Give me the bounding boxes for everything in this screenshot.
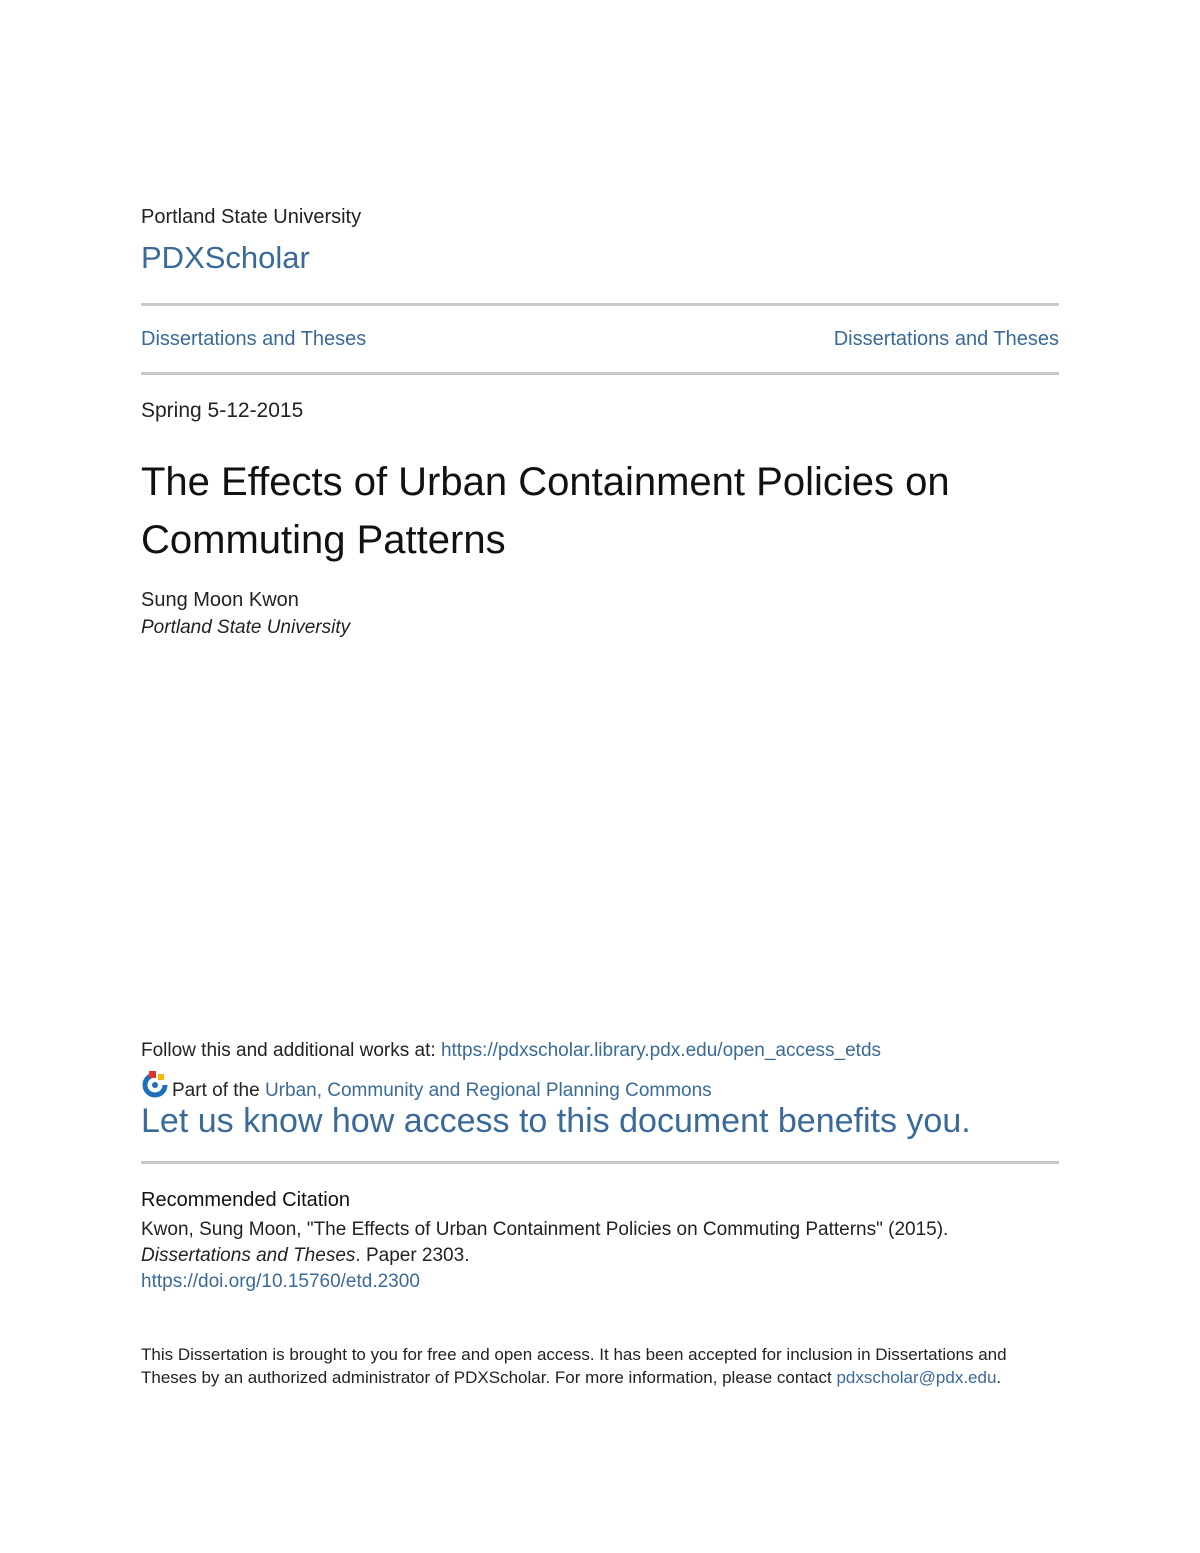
repository-link[interactable]: PDXScholar (141, 240, 310, 275)
paper-title: The Effects of Urban Containment Policies on Commuting Patterns (141, 460, 950, 562)
citation-heading: Recommended Citation (141, 1189, 350, 1211)
series-divider (141, 372, 1059, 375)
university-name: Portland State University (141, 206, 362, 228)
citation-text: Kwon, Sung Moon, "The Effects of Urban Containment Policies on Commuting Patterns" (2015). (141, 1219, 949, 1240)
publication-date: Spring 5-12-2015 (141, 399, 304, 422)
top-divider (141, 303, 1059, 306)
follow-label: Follow this and additional works at: (141, 1040, 441, 1061)
citation-paper-number: . Paper 2303. (355, 1245, 470, 1266)
author-affiliation: Portland State University (141, 617, 351, 638)
doi-link[interactable]: https://doi.org/10.15760/etd.2300 (141, 1271, 420, 1292)
access-statement-end: . (996, 1367, 1002, 1387)
citation-journal: Dissertations and Theses (141, 1245, 356, 1266)
citation-source (141, 1245, 469, 1267)
access-statement (141, 1344, 1041, 1389)
part-of-label: Part of the (172, 1080, 265, 1101)
citation-divider (141, 1161, 1059, 1164)
network-commons-icon (141, 1071, 169, 1099)
follow-line (141, 1040, 881, 1062)
access-statement-text: This Dissertation is brought to you for free and open access. It has been accepted for inclusion in Dissertations and Theses by an authorized administrator of PDXScholar. For more information, please contact (141, 1345, 1007, 1387)
collection-url-link[interactable]: https://pdxscholar.library.pdx.edu/open_access_etds (440, 1040, 882, 1061)
series-link-right[interactable]: Dissertations and Theses (833, 328, 1059, 350)
contact-email-link[interactable]: pdxscholar@pdx.edu (836, 1367, 997, 1387)
commons-link[interactable]: Urban, Community and Regional Planning Commons (264, 1080, 712, 1101)
author-name: Sung Moon Kwon (141, 589, 299, 611)
series-link-left[interactable]: Dissertations and Theses (141, 328, 367, 350)
benefits-feedback-link[interactable]: Let us know how access to this document benefits you. (141, 1102, 971, 1140)
part-of-line (141, 1071, 712, 1102)
